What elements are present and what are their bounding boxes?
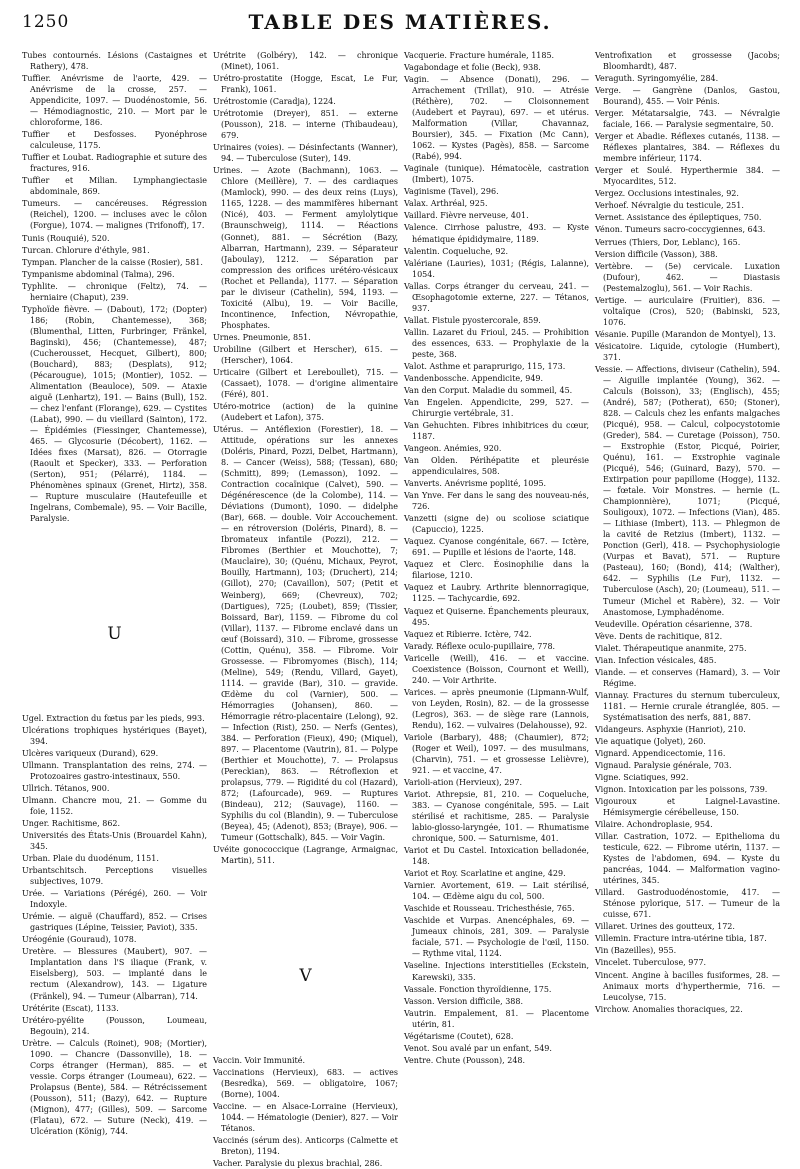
index-entry: Vandenbossche. Appendicite, 949.: [404, 373, 544, 383]
index-entry: Végétarisme (Coutet), 628.: [404, 1031, 514, 1041]
index-entry: Vanverts. Anévrisme poplité, 1095.: [404, 479, 547, 489]
index-entry: Urbantschitsch. Perceptions visuelles subjectives, 1079.: [22, 866, 207, 887]
section-letter: U: [107, 624, 122, 645]
index-entry: Van den Corput. Maladie du sommeil, 45.: [404, 385, 573, 395]
index-entry: Van Ynve. Fer dans le sang des nouveau-nés, 726.: [404, 491, 589, 512]
index-entry: Virchow. Anomalies thoraciques, 22.: [595, 1004, 743, 1014]
index-entry: Varicelle (Weill), 416. — et vaccine. Coexistence (Boisson, Cournont et Weill), 240. — Voir Arthrite.: [404, 653, 589, 685]
index-entry: Vaquez et Ribierre. Ictère, 742.: [404, 629, 532, 639]
index-entry: Uvéite gonococcique (Lagrange, Armaignac, Martin), 511.: [213, 845, 398, 866]
index-entry: Ulcérations trophiques hystériques (Bayet), 394.: [22, 725, 207, 746]
index-entry: Urètre. — Calculs (Roinet), 908; (Mortier), 1090. — Chancre (Dassonville), 18. — Corps étranger (Herman), 885. — et vessie. Corps étranger (Loumeau), 622. — Prolapsus (Bente), 584. — Rétrécissement (Pousson), 511; (Bazy), 642. — Rupture (Mignon), 477; (Gilles), 509. — Sarcome (Flatau), 672. — Suture (Neck), 419. — Ulcération (König), 744.: [22, 1038, 207, 1136]
index-entry: Vincelet. Tuberculose, 977.: [595, 958, 707, 968]
index-entry: Verrues (Thiers, Dor, Leblanc), 165.: [595, 237, 741, 247]
index-entry: Vaccinés (sérum des). Anticorps (Calmette et Breton), 1194.: [213, 1135, 398, 1156]
index-entry: Vialet. Thérapeutique ananmite, 275.: [595, 643, 747, 653]
index-entry: Vie aquatique (Jolyet), 260.: [595, 736, 706, 746]
index-entry: Venot. Sou avalé par un enfant, 549.: [404, 1043, 552, 1053]
index-entry: Turcan. Chlorure d'éthyle, 981.: [22, 245, 150, 255]
index-entry: Veudeville. Opération césarienne, 378.: [595, 619, 753, 629]
index-entry: Valériane (Lauries), 1031; (Régis, Lalanne), 1054.: [404, 258, 589, 279]
index-entry: Tuffier et Desfosses. Pyonéphrose calculeuse, 1175.: [22, 130, 207, 151]
section-spacer: [22, 525, 207, 615]
index-entry: Vaginale (tunique). Hématocèle, castration (Imbert), 1075.: [404, 164, 589, 185]
index-entry: Vaquez et Laubry. Arthrite blennorragique, 1125. — Tachycardie, 692.: [404, 583, 589, 604]
index-entry: Vigne. Sciatiques, 992.: [595, 772, 689, 782]
index-entry: Verger et Soulé. Hyperthermie 384. — Myocardites, 512.: [595, 166, 780, 187]
index-entry: Vagabondage et folie (Beck), 938.: [404, 63, 541, 73]
index-entry: Vaquez. Cyanose congénitale, 667. — Ictère, 691. — Pupille et lésions de l'aorte, 148.: [404, 537, 589, 558]
index-entry: Vaccinations (Hervieux), 683. — actives (Besredka), 569. — obligatoire, 1067; (Borne), 1004.: [213, 1067, 398, 1099]
index-entry: Tympan. Plancher de la caisse (Rosier), 581.: [22, 257, 203, 267]
index-entry: Urétrostomie (Caradja), 1224.: [213, 97, 336, 107]
index-entry: Vaginisme (Tavel), 296.: [404, 187, 499, 197]
index-entry: Urémie. — aiguë (Chauffard), 852. — Crises gastriques (Lépine, Teissier, Paviot), 335.: [22, 912, 207, 933]
section-letter: V: [299, 966, 312, 987]
index-columns: [22, 50, 780, 1169]
index-entry: Urétro-prostatite (Hogge, Escat, Le Fur, Frank), 1061.: [213, 74, 398, 95]
index-entry: Valence. Cirrhose palustre, 493. — Kyste hématique épididymaire, 1189.: [404, 223, 589, 244]
index-entry: Van Gehuchten. Fibres inhibitrices du cœur, 1187.: [404, 421, 589, 442]
index-entry: Villaret. Urines des goutteux, 172.: [595, 922, 735, 932]
index-entry: Vessie. — Affections, diviseur (Cathelin), 594. — Aiguille implantée (Young), 362. — Calculs (Boisson), 33; (Englisch), 455; (André), 587; (Potherat), 650; (Stoner), 828. — Calculs chez les enfants malgaches (Picqué), 958. — Calcul, colpocystotomie (Greder), 584. — Curetage (Poisson), 750. — Exstrophie (Estor, Picqué, Poirier, Quénu), 161. — Exstrophie vaginale (Picqué), 546; (Guinard, Bazy), 570. — Extirpation pour papillome (Hogge), 1132. — fœtale. Voir Monstres. — hernie (L. Championnière), 1071; (Picqué, Souligoux), 1072. — Infections (Vian), 485. — Lithiase (Imbert), 113. — Phlegmon de la cavité de Retzius (Imbert), 1132. — Ponction (Gerl), 418. — Psychophysiologie (Vurpas et Bavat), 571. — Rupture (Pasteau), 160; (Bond), 414; (Walther), 642. — Syphilis (Le Fur), 1132. — Tuberculose (Asch), 20; (Loumeau), 511. — Tumeur (Michel et Rabère), 32. — Voir Anastomose, Lymphadénome.: [595, 364, 780, 617]
index-entry: Verge. — Gangrène (Danlos, Gastou, Bourand), 455. — Voir Pénis.: [595, 86, 780, 107]
index-entry: Vilaire. Achondroplasie, 954.: [595, 820, 713, 830]
index-entry: Vaschide et Rousseau. Trichesthésie, 765.: [404, 904, 575, 914]
index-entry: Valentin. Coqueluche, 92.: [404, 246, 509, 256]
index-entry: Veraguth. Syringomyélie, 284.: [595, 74, 719, 84]
index-entry: Universités des États-Unis (Brouardel Kahn), 345.: [22, 831, 207, 852]
index-entry: Vacquerie. Fracture humérale, 1185.: [404, 51, 555, 60]
index-entry: Variole (Barbary), 488; (Chaumier), 872; (Roger et Weil), 1097. — des musulmans, (Charvin), 751. — et grossesse Lelièvre), 921. — et vaccine, 47.: [404, 732, 589, 775]
index-entry: Villard. Gastroduodénostomie, 417. — Sténose pylorique, 517. — Tumeur de la cuisse, 671.: [595, 888, 780, 920]
index-entry: Vertèbre. — (5e) cervicale. Luxation (Dufour), 462. — Diastasis (Pestemalzoglu), 561. — Voir Rachis.: [595, 261, 780, 293]
index-entry: Vian. Infection vésicales, 485.: [595, 655, 717, 665]
index-entry: Tympanisme abdominal (Talma), 296.: [22, 269, 175, 279]
index-entry: Villar. Castration, 1072. — Epithelioma du testicule, 622. — Fibrome utérin, 1137. — Kystes de l'abdomen, 694. — Kyste du pancréas, 1044. — Malformation vagino-utérines, 345.: [595, 832, 780, 886]
index-entry: Vertige. — auriculaire (Fruitier), 836. — voltaïque (Cros), 520; (Babinski, 523, 1076.: [595, 295, 780, 327]
index-entry: Urines. — Azote (Bachmann), 1063. — Chlore (Meillère), 7. — des cardiaques (Mamlock), 990. — des deux reins (Luys), 1165, 1228. — des mammifères hibernant (Nicé), 403. — Ferment amylolytique (Braunschweig), 1114. — Réactions (Gonnet), 881. — Sécrétion (Bazy, Albarran, Hartmann), 239. — Séparateur (Jaboulay), 1212. — Séparation par compression des orifices urétéro-vésicaux (Rochet et Pellanda), 1177. — Séparation par le diviseur (Cathelin), 594, 1193. — Toxicité (Albu), 19. — Voir Bacille, Incontinence, Infection, Névropathie, Phosphates.: [213, 166, 398, 330]
index-entry: Vaillard. Fièvre nerveuse, 401.: [404, 211, 529, 221]
index-entry: Unger. Rachitisme, 862.: [22, 819, 121, 829]
index-entry: Variot. Athrepsie, 81, 210. — Coqueluche, 383. — Cyanose congénitale, 595. — Lait stérilisé et rachitisme, 285. — Paralysie labio-glosso-laryngée, 101. — Rhumatisme chronique, 500. — Saturnisme, 401.: [404, 790, 589, 844]
index-entry: Version difficile (Vasson), 388.: [595, 249, 718, 259]
index-entry: Vignaud. Paralysie générale, 703.: [595, 760, 732, 770]
index-entry: Vaschide et Vurpas. Anencéphales, 69. — Jumeaux chinois, 281, 309. — Paralysie faciale, 571. — Psychologie de l'œil, 1150. — Rythme vital, 1124.: [404, 916, 589, 959]
page-title: TABLE DES MATIÈRES.: [248, 10, 552, 34]
index-entry: Ullmann. Transplantation des reins, 274. — Protozoaires gastro-intestinaux, 550.: [22, 760, 207, 781]
index-entry: Vallas. Corps étranger du cerveau, 241. — Œsophagotomie externe, 227. — Tétanos, 937.: [404, 281, 589, 313]
index-entry: Tuffier et Loubat. Radiographie et suture des fractures, 916.: [22, 153, 207, 174]
index-entry: Tubes contournés. Lésions (Castaignes et Rathery), 478.: [22, 51, 207, 72]
index-entry: Villemin. Fracture intra-utérine tibia, 187.: [595, 934, 767, 944]
index-entry: Ugel. Extraction du fœtus par les pieds, 993.: [22, 713, 205, 723]
index-entry: Vaquez et Clerc. Éosinophilie dans la filariose, 1210.: [404, 560, 589, 581]
index-entry: Typhoïde fièvre. — (Dabout), 172; (Dopter) 186; (Robin, Chantemesse), 368; (Blumenthal, Litten, Furbringer, Fränkel, Baginski), 456; (Chantemesse), 487; (Cucherousset, Hecquet, Gilbert), 800; (Bouchard), 883; (Desplats), 912; (Pécarougue), 1015; (Montier), 1052. — Alimentation (Beauloce), 509. — Ataxie aiguë (Lenhartz), 191. — Bains (Bull), 152. — chez l'enfant (Florange), 629. — Cystites (Labat), 990. — du vieillard (Sainton), 172. — Épidémies (Fiessinger, Chantemesse), 465. — Glycosurie (Décobert), 1162. — Idées fixes (Marsat), 826. — Otorragie (Raoult et Specker), 333. — Perforation (Serton), 951; (Pélarré), 1184. — Phénomènes spinaux (Grenet, Hirtz), 358. — Rupture musculaire (Hautefeuille et Ingelrans, Combemale), 95. — Voir Bacille, Paralysie.: [22, 304, 207, 524]
section-spacer: [213, 995, 398, 1055]
index-entry: Vaquez et Quiserne. Épanchements pleuraux, 495.: [404, 606, 589, 627]
index-entry: Uréogénie (Gouraud), 1078.: [22, 935, 137, 945]
index-entry: Verger et Abadie. Réflexes cutanés, 1138. — Réflexes plantaires, 384. — Réflexes du membre inférieur, 1174.: [595, 132, 780, 164]
index-column-1: [22, 50, 207, 1136]
index-entry: Vacher. Paralysie du plexus brachial, 286.: [213, 1159, 383, 1169]
index-entry: Urban. Plaie du duodénum, 1151.: [22, 854, 159, 864]
index-entry: Utéro-motrice (action) de la quinine (Audebert et Lafon), 375.: [213, 401, 398, 422]
index-entry: Van Olden. Périhépatite et pleurésie appendiculaires, 508.: [404, 456, 589, 477]
index-entry: Ulcères variqueux (Durand), 629.: [22, 748, 159, 758]
index-entry: Van Engelen. Appendicite, 299, 527. — Chirurgie vertébrale, 31.: [404, 397, 589, 418]
index-entry: Tunis (Rouquié), 520.: [22, 233, 110, 243]
index-entry: Vallin. Lazaret du Frioul, 245. — Prohibition des essences, 633. — Prophylaxie de la peste, 368.: [404, 327, 589, 359]
index-entry: Vagin. — Absence (Donati), 296. — Arrachement (Trillat), 910. — Atrésie (Réthère), 702. — Cloisonnement (Audebert et Payrau), 697. — et utérus. Malformation (Villar, Chavannaz, Boursier), 345. — Fixation (Mc Cann), 1062. — Kystes (Pagès), 858. — Sarcome (Rabé), 994.: [404, 75, 589, 162]
index-entry: Varady. Réflexe oculo-pupillaire, 778.: [404, 641, 556, 651]
index-entry: Tumeurs. — cancéreuses. Régression (Reichel), 1200. — incluses avec le côlon (Forgue), 1074. — malignes (Trifonoff), 17.: [22, 199, 207, 231]
index-entry: Vésanie. Pupille (Marandon de Montyel), 13.: [595, 329, 776, 339]
index-entry: Viande. — et conserves (Hamard), 3. — Voir Régime.: [595, 667, 780, 688]
index-entry: Vignon. Intoxication par les poissons, 739.: [595, 785, 768, 794]
index-entry: Vénon. Tumeurs sacro-coccygiennes, 643.: [595, 225, 766, 235]
index-entry: Varices. — après pneumonie (Lipmann-Wulf, von Leyden, Rosin), 82. — de la grossesse (Legros), 363. — de siège rare (Lannois, Rendu), 162. — vulvaires (Delahousse), 92.: [404, 687, 589, 730]
index-entry: Utérus. — Antéflexion (Forestier), 18. — Attitude, opérations sur les annexes (Doléris, Pinard, Pozzi, Delbet, Hartmann), 8. — Cancer (Weiss), 588; (Tessan), 680; (Schmitt), 899; (Lemasson), 1092. — Contraction cocaïnique (Calvet), 590. — Dégénérescence (de la Colombe), 114. — Déviations (Dumont), 1090. — didelphe (Bar), 668. — double. Voir Accouchement. — en rétroversion (Doléris, Pinard), 8. — Ibromateux infantile (Pozzi), 212. — Fibromes (Berthier et Mouchotte), 7; (Mauclaire), 30; (Quénu, Michaux, Peyrot, Bouilly, Hartmann), 103; (Druchert), 214; (Gillot), 270; (Cavaillon), 507; (Petit et Weinberg), 669; (Chevreux), 702; (Dartigues), 725; (Loubet), 859; (Tissier, Boissard, Bar), 1159. — Fibrome du col (Villar), 1137. — Fibrome enclavé dans un œuf (Boissard), 310. — Fibrome, grossesse (Cottin, Quénu), 358. — Fibrome. Voir Grossesse. — Fibromyomes (Bisch), 114; (Meline), 549; (Rendu, Villard, Gayet), 1114. — gravide (Bar), 310. — gravide. Œdème du col (Varnier), 500. — Hémorragies (Johansen), 860. — Hémorragie rétro-placentaire (Lelong), 92. — Infection (Rist), 250. — Nerfs (Gentes), 384. — Perforation (Fieux), 490; (Miquel), 897. — Placentome (Vautrin), 81. — Polype (Berthier et Mouchotte), 7. — Prolapsus (Pereckian), 863. — Rétroflexion et prolapsus, 779. — Rigidité du col (Hazard), 872; (Lafourcade), 969. — Ruptures (Bindeau), 212; (Sauvage), 1160. — Syphilis du col (Blandin), 9. — Tuberculose (Beyea), 45; (Adenot), 853; (Braye), 906. — Tumeur (Gottschalk), 845. — Voir Vagin.: [213, 425, 398, 843]
index-entry: Vigouroux et Laignel-Lavastine. Hémisymergie cérébelleuse, 150.: [595, 797, 780, 818]
index-entry: Urétrite (Golbéry), 142. — chronique (Minet), 1061.: [213, 51, 398, 72]
index-entry: Vautrin. Empalement, 81. — Placentome utérin, 81.: [404, 1008, 589, 1029]
index-entry: Ullrich. Tétanos, 900.: [22, 783, 110, 793]
index-entry: Vidangeurs. Asphyxie (Hanriot), 210.: [595, 724, 746, 734]
section-spacer: [213, 867, 398, 957]
index-entry: Valax. Arthréal, 925.: [404, 199, 488, 209]
index-column-3: [404, 50, 589, 1074]
index-entry: Urticaire (Gilbert et Lereboullet), 715. — (Cassaet), 1078. — d'origine alimentaire (Féré), 801.: [213, 367, 398, 399]
index-entry: Variot et Roy. Scarlatine et angine, 429.: [404, 869, 566, 879]
index-entry: Typhlite. — chronique (Feltz), 74. — herniaire (Chaput), 239.: [22, 281, 207, 302]
index-entry: Valot. Asthme et paraprurigo, 115, 173.: [404, 361, 566, 371]
section-spacer: [22, 653, 207, 713]
index-entry: Urétéro-pyélite (Pousson, Loumeau, Begouin), 214.: [22, 1015, 207, 1036]
index-entry: Vésicatoire. Liquide, cytologie (Humbert), 371.: [595, 341, 780, 362]
index-entry: Urétrotomie (Dreyer), 851. — externe (Pousson), 218. — interne (Thibaudeau), 679.: [213, 109, 398, 141]
index-entry: Vève. Dents de rachitique, 812.: [595, 631, 723, 641]
index-entry: Vassale. Fonction thyroïdienne, 175.: [404, 984, 552, 994]
index-entry: Vaccin. Voir Immunité.: [213, 1055, 306, 1065]
index-entry: Vincent. Angine à bacilles fusiformes, 28. — Animaux morts d'hyperthermie, 716. — Leucolyse, 715.: [595, 970, 780, 1002]
index-entry: Ventrofixation et grossesse (Jacobs; Bloomhardt), 487.: [595, 51, 780, 72]
index-entry: Urétérite (Escat), 1133.: [22, 1003, 119, 1013]
index-entry: Tuffier et Milian. Lymphangiectasie abdominale, 869.: [22, 176, 207, 197]
index-entry: Vasson. Version difficile, 388.: [404, 996, 524, 1006]
index-entry: Variot et Du Castel. Intoxication belladonée, 148.: [404, 846, 589, 867]
page-header: [0, 0, 800, 46]
index-entry: Verger. Métatarsalgie, 743. — Névralgie faciale, 166. — Paralysie segmentaire, 50.: [595, 109, 780, 130]
index-entry: Urnes. Pneumonie, 851.: [213, 332, 311, 342]
index-entry: Ventre. Chute (Pousson), 248.: [404, 1055, 526, 1065]
index-column-2: [213, 50, 398, 1169]
index-entry: Vanzetti (signe de) ou scoliose sciatique (Capuccio), 1225.: [404, 514, 589, 535]
index-entry: Vaccine. — en Alsace-Lorraine (Hervieux), 1044. — Hématologie (Denier), 827. — Voir Tétanos.: [213, 1101, 398, 1133]
page-number: 1250: [22, 12, 70, 32]
index-entry: Tuffier. Anévrisme de l'aorte, 429. — Anévrisme de la crosse, 257. — Appendicite, 1097. — Duodénostomie, 56. — Hémodiagnostic, 210. — Mort par le chloroforme, 186.: [22, 74, 207, 128]
index-entry: Vignard. Appendicectomie, 116.: [595, 748, 726, 758]
index-entry: Urée. — Variations (Pérégé), 260. — Voir Indoxyle.: [22, 889, 207, 910]
index-entry: Vin (Bazeilles), 955.: [595, 946, 677, 956]
index-entry: Vaseline. Injections interstitielles (Eckstein, Karewski), 335.: [404, 961, 589, 982]
index-entry: Vergez. Occlusions intestinales, 92.: [595, 189, 739, 199]
index-entry: Vallat. Fistule pyostercorale, 859.: [404, 315, 541, 325]
index-entry: Varnier. Avortement, 619. — Lait stérilisé, 104. — Œdème aigu du col, 500.: [404, 881, 589, 902]
index-entry: Urobiline (Gilbert et Herscher), 615. — (Herscher), 1064.: [213, 344, 398, 365]
index-entry: Viannay. Fractures du sternum tuberculeux, 1181. — Hernie crurale étranglée, 805. — Systématisation des nerfs, 881, 887.: [595, 690, 780, 722]
index-entry: Verhoef. Névralgie du testicule, 251.: [595, 201, 744, 211]
index-column-4: [595, 50, 780, 1074]
index-entry: Varioli-ation (Hervieux), 297.: [404, 777, 523, 787]
index-entry: Ulmann. Chancre mou, 21. — Gomme du foie, 1152.: [22, 795, 207, 817]
index-entry: Vernet. Assistance des épileptiques, 750.: [595, 213, 762, 223]
index-entry: Uretère. — Blessures (Maubert), 907. — Implantation dans l'S iliaque (Frank, v. Eiselsberg), 503. — implanté dans le rectum (Alexandrow), 143. — Ligature (Fränkel), 94. — Tumeur (Albarran), 714.: [22, 947, 207, 1001]
index-entry: Vangeon. Anémies, 920.: [404, 444, 502, 454]
index-entry: Urinaires (voies). — Désinfectants (Wanner), 94. — Tuberculose (Suter), 149.: [213, 143, 398, 164]
